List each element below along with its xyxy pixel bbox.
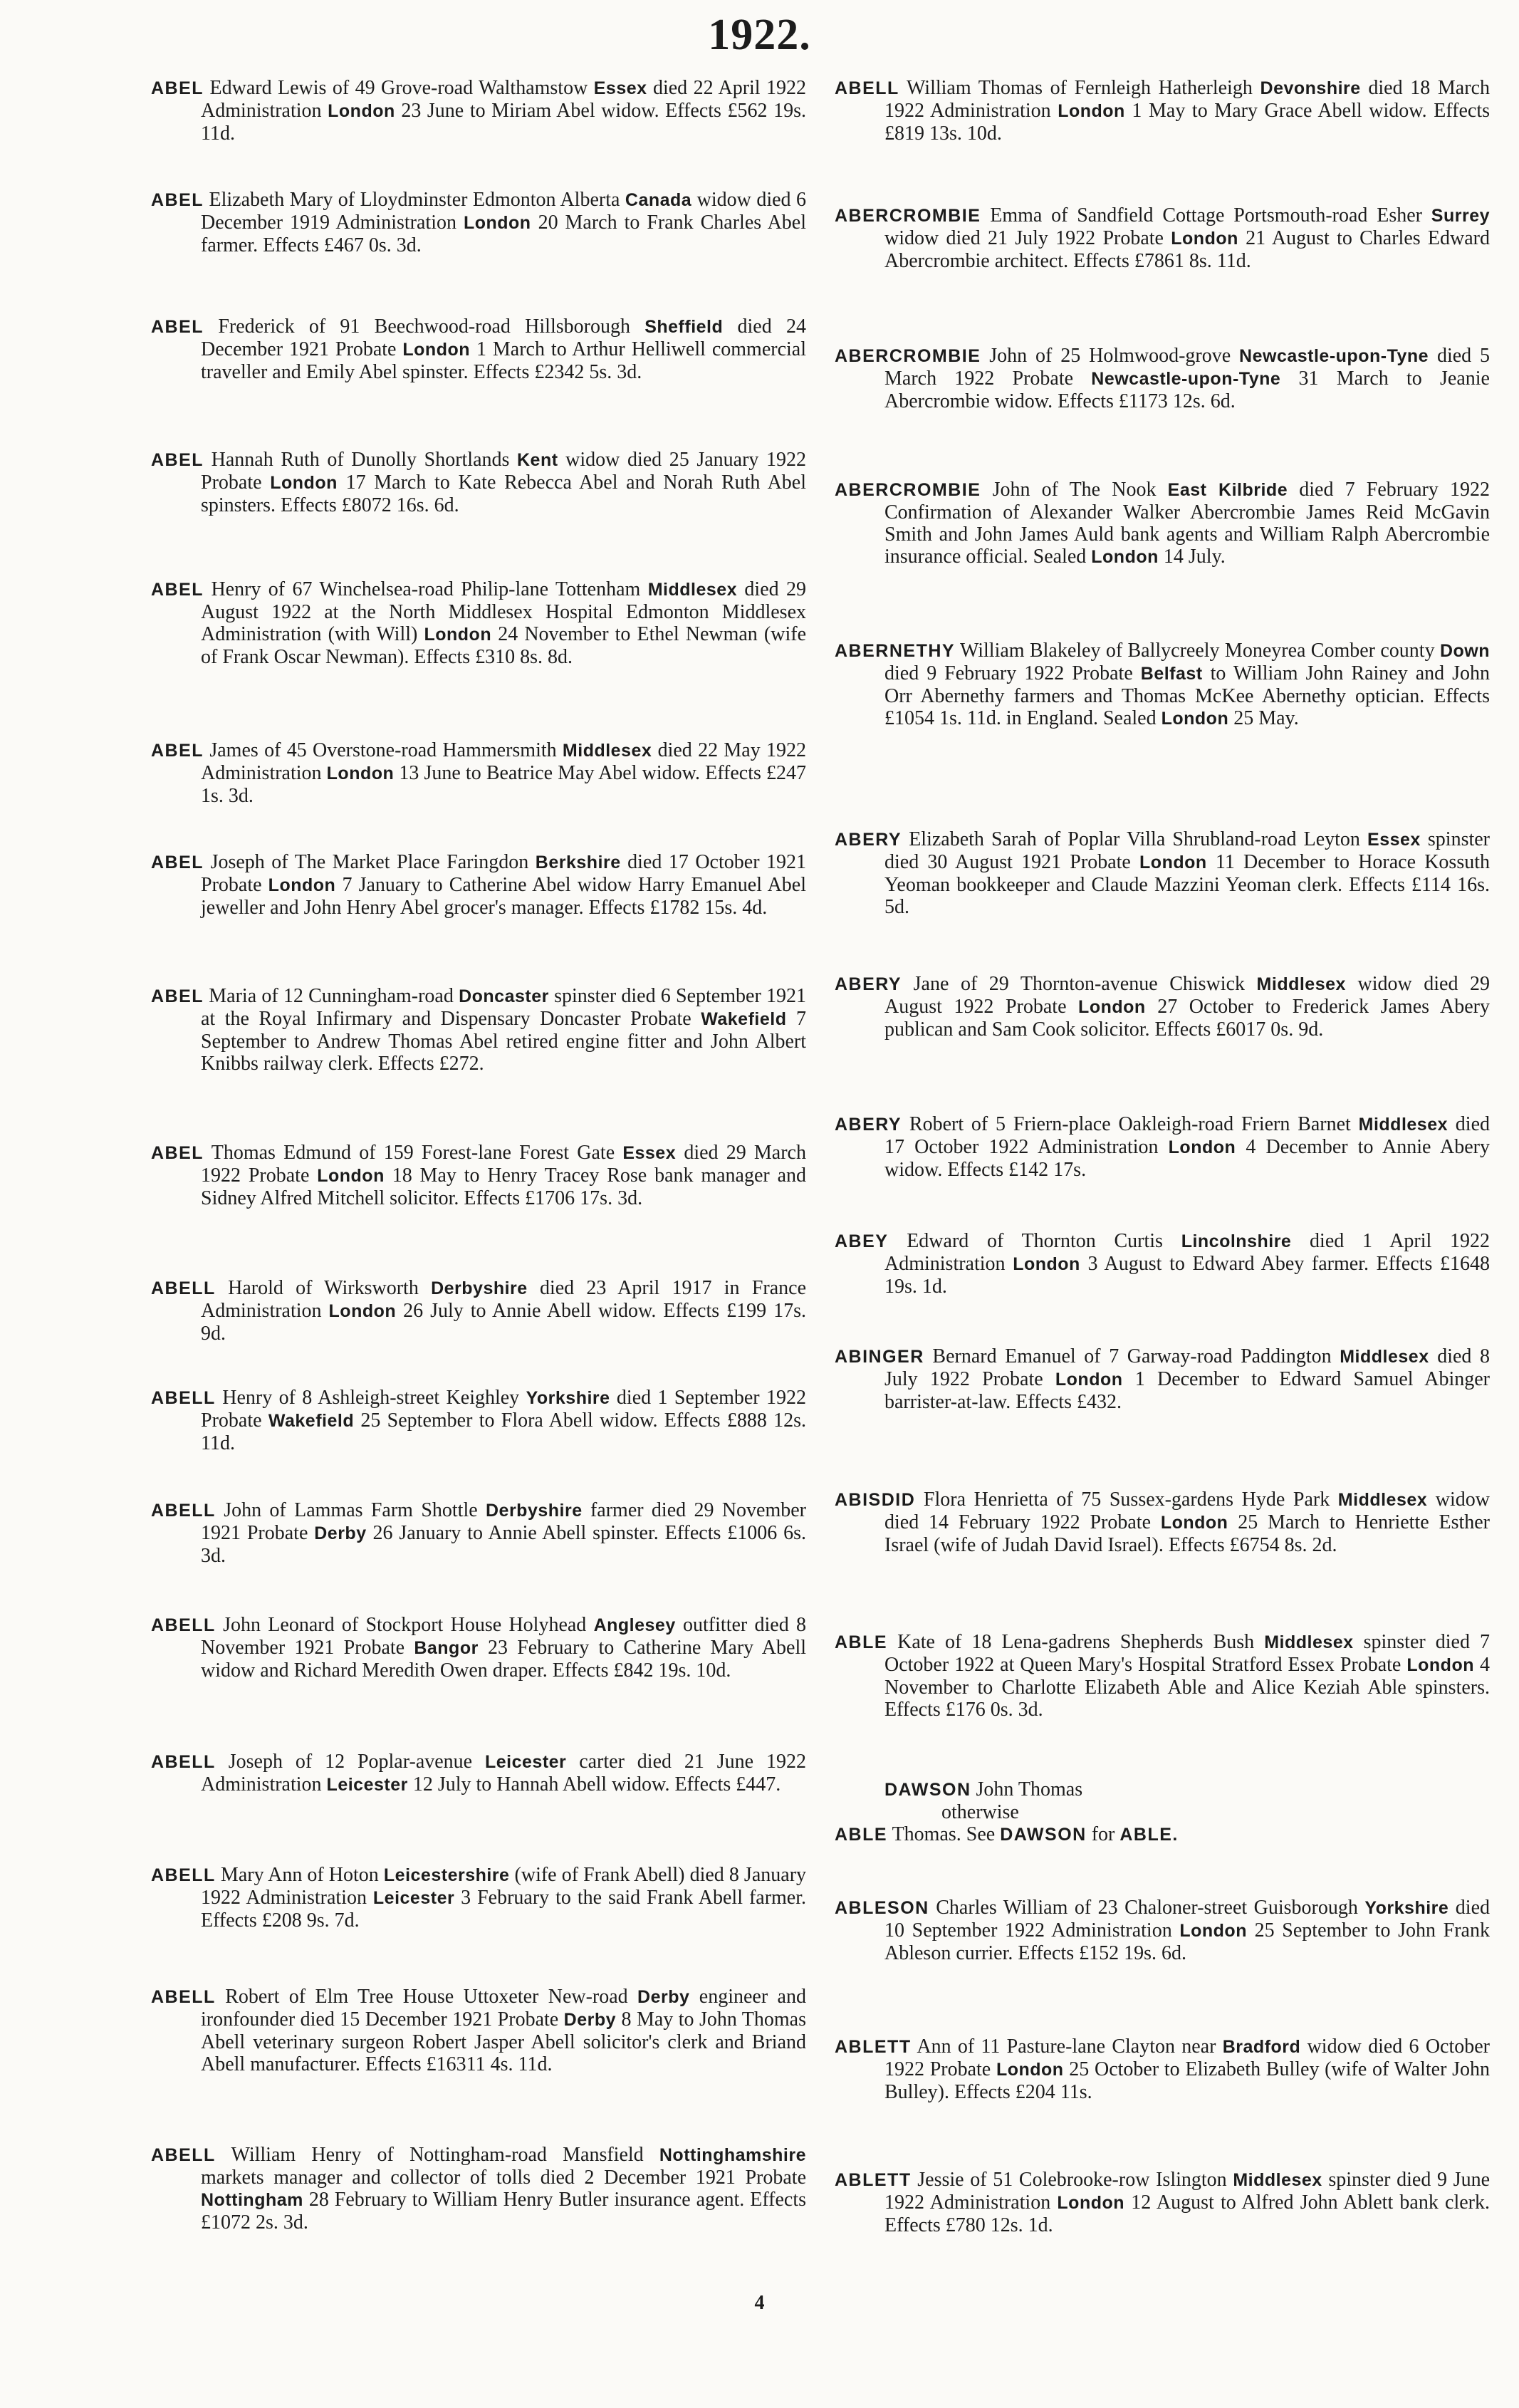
entry-place: Leicestershire <box>383 1865 510 1885</box>
entry-place: Nottingham <box>201 2190 303 2210</box>
entry-text: Joseph of 12 Poplar-avenue <box>228 1751 485 1773</box>
entry-surname: ABELL <box>151 1615 216 1635</box>
entry-place: Sheffield <box>644 317 724 337</box>
entry-place: London <box>1013 1254 1080 1274</box>
entry-surname: ABLE <box>835 1632 888 1652</box>
entry-text: 14 July. <box>1158 546 1226 568</box>
probate-entry <box>835 1345 1490 1413</box>
entry-surname: ABEL <box>151 450 204 470</box>
entry-place: Derbyshire <box>486 1501 583 1521</box>
entry-place: London <box>1091 547 1159 567</box>
entry-place: Doncaster <box>459 986 549 1006</box>
entry-text: 20 March to Frank Charles Abel farmer. Effects £467 0s. 3d. <box>201 212 806 256</box>
entry-surname: ABELL <box>151 1388 216 1408</box>
entry-place: Wakefield <box>701 1009 787 1029</box>
entry-text: died 1 September 1922 Probate <box>201 1387 807 1432</box>
probate-entry <box>151 739 806 807</box>
cross-ref-surname: ABLE <box>835 1825 888 1845</box>
entry-text: died 9 February 1922 Probate <box>884 662 1141 684</box>
entry-text: 13 June to Beatrice May Abel widow. Effects £247 1s. 3d. <box>201 762 806 807</box>
entry-place: Nottinghamshire <box>659 2145 806 2165</box>
entry-text: William Thomas of Fernleigh Hatherleigh <box>907 77 1260 99</box>
entry-place: Essex <box>593 78 647 98</box>
entry-place: Wakefield <box>268 1411 355 1431</box>
entry-text: 28 February to William Henry Butler insurance agent. Effects £1072 2s. 3d. <box>201 2189 806 2234</box>
entry-text: William Blakeley of Ballycreely Moneyrea Comber county <box>959 640 1440 662</box>
entry-text: Hannah Ruth of Dunolly Shortlands <box>211 449 517 471</box>
entry-place: Belfast <box>1140 664 1203 684</box>
entry-text: widow died 29 August 1922 Probate <box>884 973 1490 1018</box>
entry-place: Yorkshire <box>526 1388 610 1408</box>
entry-text: spinster died 7 October 1922 at Queen Mary's Hospital Stratford Essex Probate <box>884 1631 1491 1676</box>
entry-text: Robert of 5 Friern-place Oakleigh-road Friern Barnet <box>909 1113 1359 1135</box>
entry-place: Derby <box>314 1523 367 1543</box>
entry-place: London <box>1057 2193 1125 2213</box>
probate-entry <box>151 316 806 383</box>
entry-surname: ABERY <box>835 974 902 994</box>
entry-surname: ABEL <box>151 78 204 98</box>
entry-place: London <box>268 875 336 895</box>
page-number: 4 <box>754 2292 765 2314</box>
entry-text: 12 July to Hannah Abell widow. Effects £447. <box>407 1773 781 1795</box>
entry-place: Leicester <box>326 1775 408 1795</box>
entry-place: Down <box>1439 641 1490 661</box>
entry-surname: ABEY <box>835 1231 889 1251</box>
entry-text: Henry of 67 Winchelsea-road Philip-lane Tottenham <box>211 578 648 600</box>
cross-ref-surname: DAWSON <box>884 1780 971 1800</box>
entry-text: died 7 February 1922 Confirmation of Alexander Walker Abercrombie James Reid McGavin Smith and John James Auld bank agents and William Ralph Abercrombie insurance official. Sealed <box>884 479 1491 568</box>
entry-text: 25 September to John Frank Ableson currier. Effects £152 19s. 6d. <box>884 1919 1490 1964</box>
entry-text: 24 November to Ethel Newman (wife of Frank Oscar Newman). Effects £310 8s. 8d. <box>201 623 806 668</box>
entry-text: died 24 December 1921 Probate <box>201 316 806 360</box>
entry-text: 25 March to Henriette Esther Israel (wife of Judah David Israel). Effects £6754 8s. 2d. <box>884 1511 1490 1556</box>
entry-text: Jane of 29 Thornton-avenue Chiswick <box>913 973 1257 995</box>
entry-text: Thomas Edmund of 159 Forest-lane Forest Gate <box>211 1142 623 1164</box>
entry-text: 23 June to Miriam Abel widow. Effects £562 19s. 11d. <box>201 100 806 145</box>
entry-text: 1 May to Mary Grace Abell widow. Effects £819 13s. 10d. <box>884 100 1490 145</box>
cross-ref-surname: ABLE. <box>1119 1825 1179 1845</box>
entry-place: Essex <box>1367 830 1421 850</box>
entry-text: Jessie of 51 Colebrooke-row Islington <box>917 2169 1233 2191</box>
entry-text: died 22 April 1922 Administration <box>201 77 807 122</box>
entry-surname: ABLETT <box>835 2037 912 2057</box>
entry-text: 7 January to Catherine Abel widow Harry Emanuel Abel jeweller and John Henry Abel grocer's manager. Effects £1782 15s. 4d. <box>201 874 807 919</box>
entry-place: Berkshire <box>535 853 621 872</box>
entry-place: London <box>424 625 492 645</box>
entry-surname: ABEL <box>151 986 204 1006</box>
probate-entry <box>835 77 1490 145</box>
probate-entry <box>835 1489 1490 1556</box>
entry-place: London <box>1171 229 1238 249</box>
entry-text: 1 March to Arthur Helliwell commercial traveller and Emily Abel spinster. Effects £2342 5s. 3d. <box>201 338 806 383</box>
entry-text: 1 December to Edward Samuel Abinger barrister-at-law. Effects £432. <box>884 1368 1490 1413</box>
entry-text: died 5 March 1922 Probate <box>884 345 1491 390</box>
entry-text: died 1 April 1922 Administration <box>884 1230 1491 1275</box>
entry-text: Frederick of 91 Beechwood-road Hillsborough <box>218 316 645 338</box>
entry-surname: ABINGER <box>835 1347 924 1367</box>
entry-place: Middlesex <box>647 580 738 600</box>
probate-entry <box>835 973 1490 1041</box>
cross-ref-text: for <box>1091 1823 1115 1845</box>
entry-text: markets manager and collector of tolls died 2 December 1921 Probate <box>201 2167 806 2189</box>
entry-place: London <box>996 2060 1064 2080</box>
entry-surname: ABELL <box>151 2145 216 2165</box>
entry-text: died 23 April 1917 in France Administration <box>201 1277 806 1322</box>
entry-text: 25 May. <box>1228 707 1299 729</box>
entry-text: 11 December to Horace Kossuth Yeoman bookkeeper and Claude Mazzini Yeoman clerk. Effects £114 16s. 5d. <box>884 851 1490 918</box>
entry-text: died 10 September 1922 Administration <box>884 1897 1490 1941</box>
entry-text: Henry of 8 Ashleigh-street Keighley <box>222 1387 526 1409</box>
entry-place: Middlesex <box>1358 1115 1448 1135</box>
probate-entry <box>835 1631 1490 1721</box>
entry-surname: ABLETT <box>835 2170 912 2190</box>
entry-place: London <box>1139 853 1207 872</box>
entry-surname: ABERY <box>835 830 902 850</box>
probate-entry <box>151 1864 806 1932</box>
entry-place: Surrey <box>1431 206 1491 226</box>
entry-surname: ABEL <box>151 190 204 210</box>
entry-text: Charles William of 23 Chaloner-street Guisborough <box>936 1897 1365 1919</box>
entry-surname: ABELL <box>151 1865 216 1885</box>
probate-entry <box>835 828 1490 918</box>
entry-surname: ABERCROMBIE <box>835 206 981 226</box>
entry-place: Kent <box>517 450 558 470</box>
probate-entry <box>835 345 1490 412</box>
entry-text: James of 45 Overstone-road Hammersmith <box>209 739 563 761</box>
entry-text: Joseph of The Market Place Faringdon <box>210 851 536 873</box>
entry-text: engineer and ironfounder died 15 December 1921 Probate <box>201 1986 806 2031</box>
entry-text: to William John Rainey and John Orr Abernethy farmers and Thomas McKee Abernethy optician. Effects £1054 1s. 11d. in England. Sealed <box>884 662 1490 729</box>
entry-text: Mary Ann of Hoton <box>220 1864 384 1886</box>
entry-surname: ABERY <box>835 1115 902 1135</box>
entry-place: Middlesex <box>1337 1490 1428 1510</box>
entry-surname: ABEL <box>151 580 204 600</box>
entry-text: spinster died 6 September 1921 at the Royal Infirmary and Dispensary Doncaster Probate <box>201 985 806 1030</box>
entry-text: Elizabeth Sarah of Poplar Villa Shrubland-road Leyton <box>909 828 1368 850</box>
entry-place: Essex <box>622 1143 677 1163</box>
entry-place: London <box>1160 1513 1228 1533</box>
entry-text: Ann of 11 Pasture-lane Clayton near <box>917 2036 1223 2058</box>
entry-text: Kate of 18 Lena-gadrens Shepherds Bush <box>897 1631 1265 1653</box>
cross-ref-surname: DAWSON <box>1000 1825 1087 1845</box>
entry-place: Bradford <box>1222 2037 1301 2057</box>
entry-place: Canada <box>625 190 692 210</box>
entry-text: John of The Nook <box>992 479 1168 501</box>
entry-text: Edward of Thornton Curtis <box>907 1230 1181 1252</box>
entry-text: Bernard Emanuel of 7 Garway-road Paddington <box>932 1345 1340 1367</box>
entry-place: Newcastle-upon-Tyne <box>1091 369 1281 389</box>
entry-place: London <box>1168 1137 1236 1157</box>
entry-text: 21 August to Charles Edward Abercrombie architect. Effects £7861 8s. 11d. <box>884 227 1490 272</box>
entry-text: 31 March to Jeanie Abercrombie widow. Effects £1173 12s. 6d. <box>884 368 1490 412</box>
entry-text: died 8 July 1922 Probate <box>884 1345 1491 1390</box>
entry-text: 27 October to Frederick James Abery publican and Sam Cook solicitor. Effects £6017 0s. 9d. <box>884 996 1490 1041</box>
probate-entry <box>151 1614 806 1682</box>
entry-text: 23 February to Catherine Mary Abell widow and Richard Meredith Owen draper. Effects £842 19s. 10d. <box>201 1637 806 1682</box>
probate-entry <box>151 1387 806 1454</box>
entry-text: Robert of Elm Tree House Uttoxeter New-road <box>225 1986 638 2008</box>
probate-entry <box>151 851 806 919</box>
entry-place: London <box>270 473 338 493</box>
entry-text: spinster died 9 June 1922 Administration <box>884 2169 1491 2214</box>
entry-place: London <box>1179 1921 1247 1941</box>
entry-text: died 17 October 1921 Probate <box>201 851 807 896</box>
entry-place: London <box>1055 1370 1123 1390</box>
entry-text: widow died 14 February 1922 Probate <box>884 1489 1490 1533</box>
entry-place: London <box>317 1166 385 1186</box>
entry-place: Middlesex <box>1264 1632 1354 1652</box>
entry-text: Flora Henrietta of 75 Sussex-gardens Hyde Park <box>923 1489 1338 1511</box>
entry-text: Maria of 12 Cunningham-road <box>209 985 459 1007</box>
entry-place: Anglesey <box>593 1615 676 1635</box>
entry-text: died 17 October 1922 Administration <box>884 1113 1491 1158</box>
entry-surname: ABLESON <box>835 1898 929 1918</box>
entry-text: 17 March to Kate Rebecca Abel and Norah Ruth Abel spinsters. Effects £8072 16s. 6d. <box>201 471 806 516</box>
entry-surname: ABEL <box>151 741 204 761</box>
entry-place: Middlesex <box>1256 974 1346 994</box>
cross-reference <box>835 1778 1490 1846</box>
page-year-heading: 1922. <box>708 11 811 59</box>
probate-entry <box>835 479 1490 568</box>
entry-text: Edward Lewis of 49 Grove-road Walthamstow <box>209 77 594 99</box>
entry-text: 25 October to Elizabeth Bulley (wife of Walter John Bulley). Effects £204 11s. <box>884 2058 1491 2103</box>
entry-place: London <box>1161 709 1229 729</box>
entry-place: Derby <box>637 1987 690 2007</box>
entry-text: widow died 25 January 1922 Probate <box>201 449 806 494</box>
entry-surname: ABISDID <box>835 1490 916 1510</box>
probate-entry <box>151 1277 806 1345</box>
entry-place: Derby <box>563 2010 617 2030</box>
entry-place: London <box>326 763 395 783</box>
entry-text: William Henry of Nottingham-road Mansfield <box>231 2144 659 2166</box>
entry-place: Lincolnshire <box>1181 1231 1292 1251</box>
probate-entry <box>835 1113 1490 1181</box>
entry-surname: ABERCROMBIE <box>835 480 981 500</box>
cross-ref-text: John Thomas <box>976 1778 1083 1800</box>
probate-entry <box>835 1897 1490 1964</box>
entry-place: London <box>402 340 471 360</box>
entry-text: carter died 21 June 1922 Administration <box>201 1751 807 1795</box>
entry-text: John of Lammas Farm Shottle <box>224 1499 486 1521</box>
entry-text: 18 May to Henry Tracey Rose bank manager and Sidney Alfred Mitchell solicitor. Effects £1706 17s. 3d. <box>201 1164 806 1209</box>
entry-place: Derbyshire <box>431 1278 528 1298</box>
cross-ref-text: otherwise <box>941 1801 1019 1823</box>
entry-place: Middlesex <box>1233 2170 1322 2190</box>
entry-text: John of 25 Holmwood-grove <box>989 345 1240 367</box>
entry-text: died 22 May 1922 Administration <box>201 739 806 784</box>
probate-entry <box>151 578 806 668</box>
entry-surname: ABELL <box>151 1501 216 1521</box>
probate-entry <box>835 2036 1490 2103</box>
entry-text: 26 January to Annie Abell spinster. Effects £1006 6s. 3d. <box>201 1522 806 1567</box>
entry-text: 26 July to Annie Abell widow. Effects £199 17s. 9d. <box>201 1300 807 1345</box>
entry-text: 3 August to Edward Abey farmer. Effects £1648 19s. 1d. <box>884 1253 1491 1298</box>
entry-place: London <box>463 213 531 233</box>
entry-surname: ABEL <box>151 1143 204 1163</box>
entry-surname: ABELL <box>151 1987 216 2007</box>
entry-text: farmer died 29 November 1921 Probate <box>201 1499 807 1544</box>
entry-text: John Leonard of Stockport House Holyhead <box>223 1614 594 1636</box>
entry-text: (wife of Frank Abell) died 8 January 1922 Administration <box>201 1864 807 1909</box>
entry-place: Middlesex <box>1340 1347 1429 1367</box>
entry-place: Leicester <box>372 1888 455 1908</box>
entry-place: London <box>328 101 395 121</box>
probate-entry <box>151 985 806 1075</box>
probate-entry <box>151 77 806 145</box>
entry-surname: ABEL <box>151 317 204 337</box>
entry-text: Harold of Wirksworth <box>228 1277 432 1299</box>
cross-ref-text: Thomas. See <box>892 1823 996 1845</box>
entry-surname: ABEL <box>151 853 204 872</box>
probate-entry <box>151 1751 806 1796</box>
entry-text: widow died 6 December 1919 Administration <box>201 189 806 234</box>
probate-entry <box>835 204 1490 272</box>
entry-surname: ABELL <box>151 1278 216 1298</box>
probate-entry <box>835 2169 1490 2236</box>
probate-entry <box>151 189 806 256</box>
entry-text: 4 November to Charlotte Elizabeth Able and Alice Keziah Able spinsters. Effects £176 0s. 3d. <box>884 1654 1491 1721</box>
entry-text: 12 August to Alfred John Ablett bank clerk. Effects £780 12s. 1d. <box>884 2191 1491 2236</box>
entry-surname: ABELL <box>151 1752 216 1772</box>
entry-text: 4 December to Annie Abery widow. Effects £142 17s. <box>884 1136 1491 1181</box>
entry-text: died 18 March 1922 Administration <box>884 77 1490 122</box>
entry-place: Devonshire <box>1260 78 1361 98</box>
entry-place: Bangor <box>414 1638 479 1658</box>
probate-entry <box>151 1499 806 1567</box>
entry-surname: ABERCROMBIE <box>835 346 981 366</box>
entry-place: Newcastle-upon-Tyne <box>1239 346 1429 366</box>
entry-text: Elizabeth Mary of Lloydminster Edmonton Alberta <box>209 189 625 211</box>
entry-text: 3 February to the said Frank Abell farmer. Effects £208 9s. 7d. <box>201 1887 807 1932</box>
entry-text: widow died 21 July 1922 Probate <box>884 227 1171 249</box>
probate-entry <box>835 640 1490 730</box>
probate-entry <box>835 1230 1490 1298</box>
entry-place: London <box>1078 997 1146 1017</box>
entry-text: died 29 March 1922 Probate <box>201 1142 806 1187</box>
entry-place: Middlesex <box>562 741 652 761</box>
probate-entry <box>151 1142 806 1209</box>
entry-place: Yorkshire <box>1364 1898 1449 1918</box>
entry-text: widow died 6 October 1922 Probate <box>884 2036 1491 2080</box>
entry-text: 7 September to Andrew Thomas Abel retired engine fitter and John Albert Knibbs railway clerk. Effects £272. <box>201 1008 807 1075</box>
entry-surname: ABERNETHY <box>835 641 956 661</box>
entry-text: spinster died 30 August 1921 Probate <box>884 828 1491 873</box>
probate-entry <box>151 1986 806 2075</box>
probate-entry <box>151 449 806 516</box>
entry-text: died 29 August 1922 at the North Middlesex Hospital Edmonton Middlesex Administration (with Will) <box>201 578 807 645</box>
entry-surname: ABELL <box>835 78 899 98</box>
entry-text: outfitter died 8 November 1921 Probate <box>201 1614 806 1659</box>
entry-place: Leicester <box>485 1752 567 1772</box>
entry-place: London <box>1058 101 1125 121</box>
entry-text: 25 September to Flora Abell widow. Effects £888 12s. 11d. <box>201 1409 807 1454</box>
entry-place: London <box>1406 1655 1474 1675</box>
entry-text: 8 May to John Thomas Abell veterinary surgeon Robert Jasper Abell solicitor's clerk and Briand Abell manufacturer. Effects £16311 4s. 11d. <box>201 2008 807 2075</box>
entry-text: Emma of Sandfield Cottage Portsmouth-road Esher <box>990 204 1431 226</box>
probate-entry <box>151 2144 806 2234</box>
entry-place: East Kilbride <box>1167 480 1288 500</box>
entry-place: London <box>328 1301 397 1321</box>
